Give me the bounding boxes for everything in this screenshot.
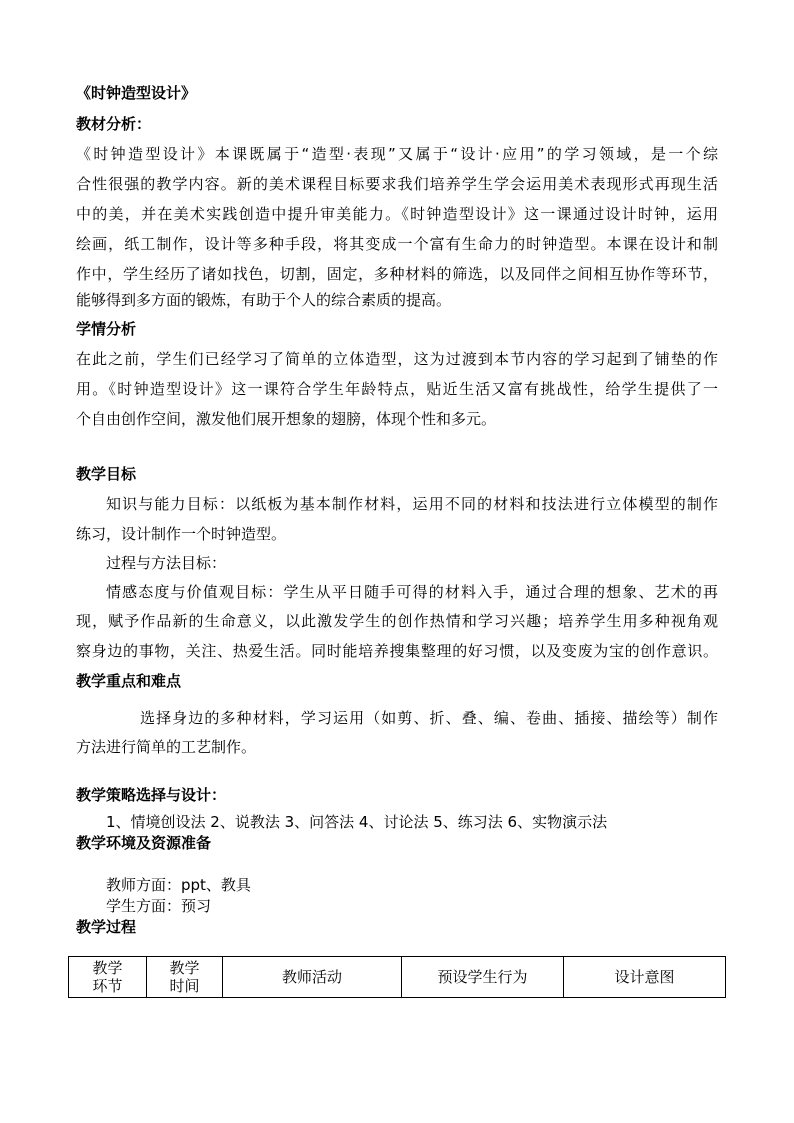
header-text: 时间 [169, 977, 200, 995]
paragraph-line: 方法进行简单的工艺制作。 [76, 738, 257, 756]
paragraph-line: 练习，设计制作一个时钟造型。 [76, 525, 287, 543]
teaching-goals-heading: 教学目标 [76, 465, 137, 483]
header-cell-stage [69, 957, 147, 998]
process-heading: 教学过程 [76, 918, 137, 936]
learner-analysis-heading: 学情分析 [76, 320, 137, 338]
paragraph-line: 知识与能力目标：以纸板为基本制作材料，运用不同的材料和技法进行立体模型的制作 [106, 495, 718, 513]
paragraph-line: 合性很强的教学内容。新的美术课程目标要求我们培养学生学会运用美术表现形式再现生活 [76, 175, 718, 193]
header-cell-student-behavior [402, 957, 564, 998]
paragraph-line: 在此之前，学生们已经学习了简单的立体造型，这为过渡到本节内容的学习起到了铺垫的作 [76, 350, 718, 368]
header-text: 环节 [92, 977, 123, 995]
key-points-heading: 教学重点和难点 [76, 672, 182, 690]
strategy-heading: 教学策略选择与设计： [76, 786, 227, 804]
header-text: 教师活动 [281, 968, 342, 986]
paragraph-line: 作中，学生经历了诸如找色，切割，固定，多种材料的筛选，以及同伴之间相互协作等环节， [76, 265, 718, 283]
resources-heading: 教学环境及资源准备 [76, 834, 212, 852]
paragraph-line: 情感态度与价值观目标：学生从平日随手可得的材料入手，通过合理的想象、艺术的再 [106, 583, 718, 601]
header-text: 教学 [169, 959, 200, 977]
header-text: 设计意图 [614, 968, 675, 986]
header-text: 教学 [92, 959, 123, 977]
paragraph-line: 中的美，并在美术实践创造中提升审美能力。《时钟造型设计》这一课通过设计时钟，运用 [76, 205, 718, 223]
header-cell-design-intent [564, 957, 726, 998]
paragraph-line: 《时钟造型设计》本课既属于“造型·表现”又属于“设计·应用”的学习领域，是一个综 [76, 145, 718, 163]
header-cell-teacher-activity [223, 957, 402, 998]
paragraph-line: 过程与方法目标： [106, 554, 227, 572]
document-title: 《时钟造型设计》 [76, 84, 197, 102]
strategy-methods: 1、情境创设法 2、说教法 3、问答法 4、讨论法 5、练习法 6、实物演示法 [106, 813, 608, 831]
paragraph-line: 察身边的事物，关注、热爱生活。同时能培养搜集整理的好习惯，以及变废为宝的创作意识。 [76, 642, 718, 660]
resource-student: 学生方面：预习 [106, 897, 212, 915]
paragraph-line: 现，赋予作品新的生命意义，以此激发学生的创作热情和学习兴趣；培养学生用多种视角观 [76, 612, 718, 630]
paragraph-line: 能够得到多方面的锻炼，有助于个人的综合素质的提高。 [76, 291, 452, 309]
resource-teacher: 教师方面：ppt、教具 [106, 876, 251, 894]
teaching-process-table [68, 956, 726, 998]
paragraph-line: 选择身边的多种材料，学习运用（如剪、折、叠、编、卷曲、插接、描绘等）制作 [140, 709, 718, 727]
paragraph-line: 绘画，纸工制作，设计等多种手段，将其变成一个富有生命力的时钟造型。本课在设计和制 [76, 235, 718, 253]
paragraph-line: 用。《时钟造型设计》这一课符合学生年龄特点，贴近生活又富有挑战性，给学生提供了一 [76, 380, 718, 398]
paragraph-line: 个自由创作空间，激发他们展开想象的翅膀，体现个性和多元。 [76, 410, 497, 428]
header-cell-time [147, 957, 223, 998]
table-header-row [69, 957, 726, 998]
header-text: 预设学生行为 [437, 968, 528, 986]
textbook-analysis-heading: 教材分析： [76, 115, 152, 133]
